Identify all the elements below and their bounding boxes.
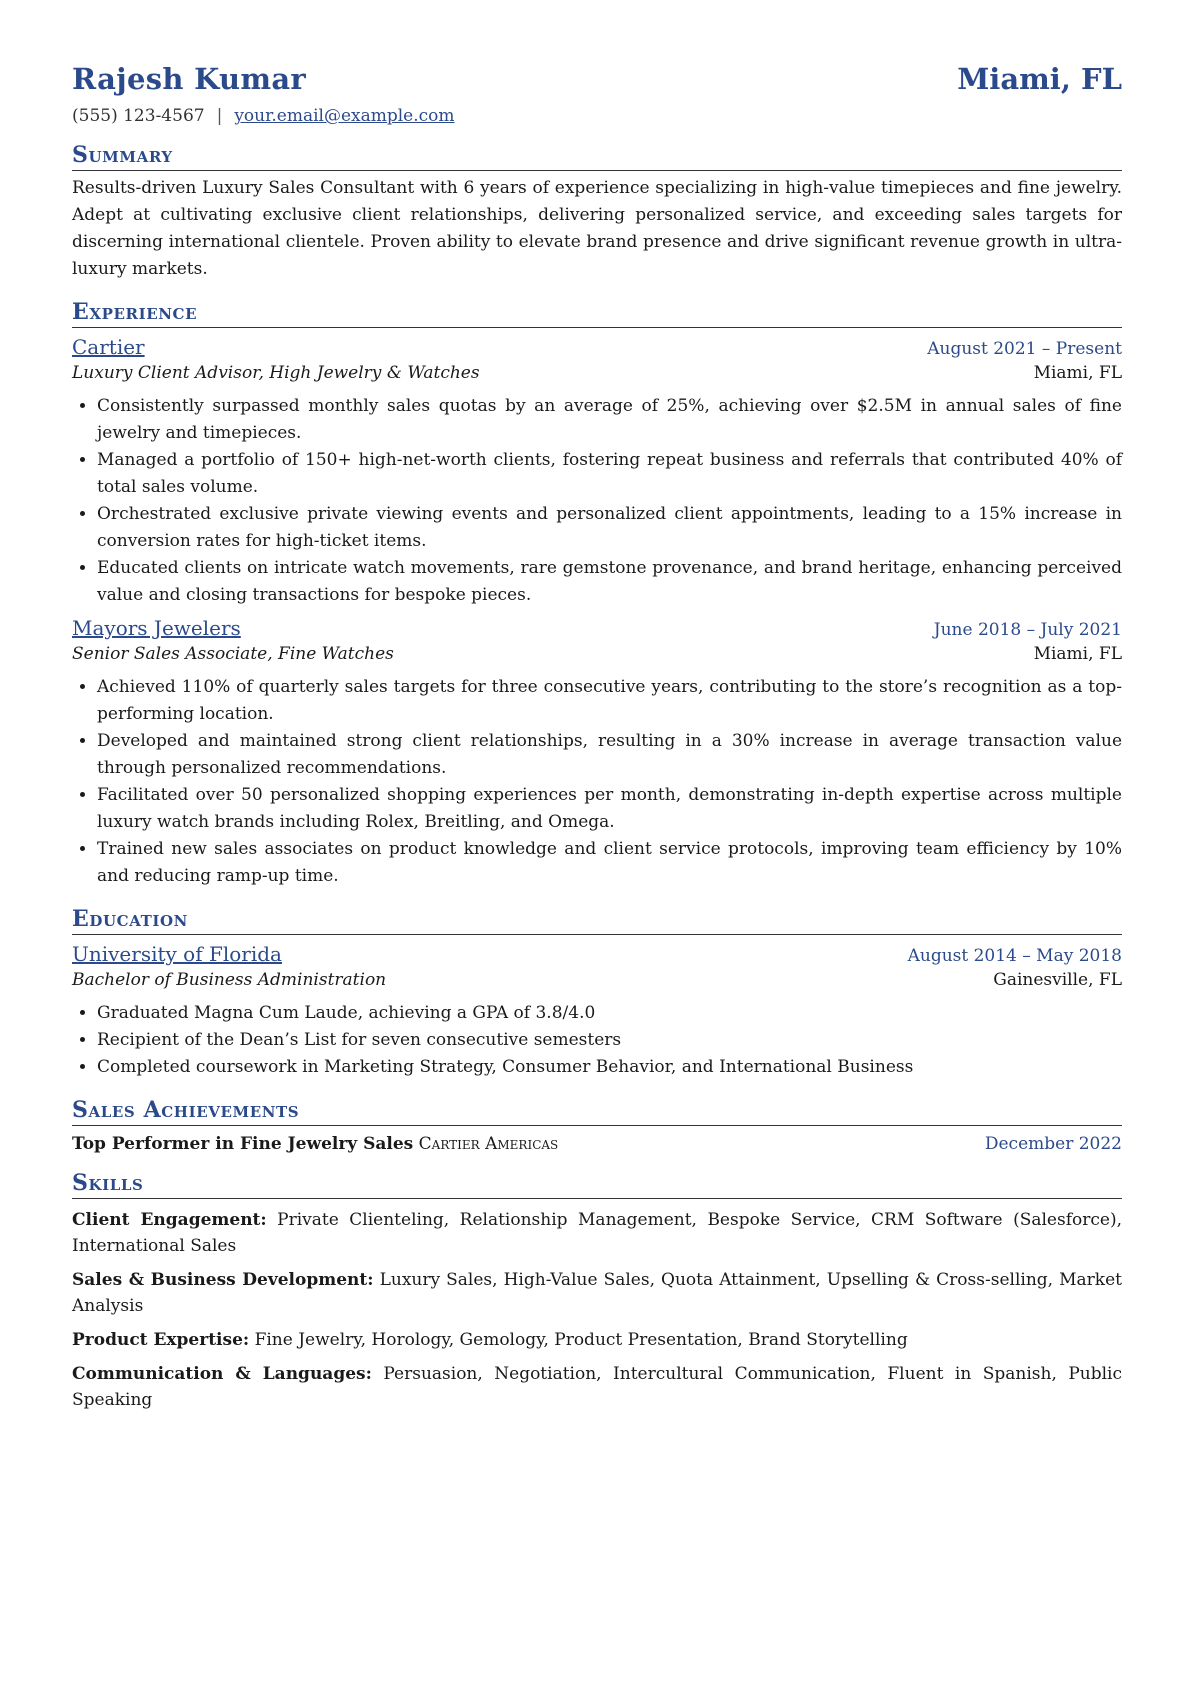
award-org: Cartier Americas [418, 1134, 559, 1154]
job-location: Miami, FL [1033, 644, 1122, 664]
skill-value: Private Clienteling, Relationship Management, Bespoke Service, CRM Software (Salesforce), International Sales [72, 1210, 1122, 1256]
list-item: • Graduated Magna Cum Laude, achieving a GPA of 3.8/4.0 [97, 1000, 1122, 1027]
list-item: • Educated clients on intricate watch movements, rare gemstone provenance, and brand heritage, enhancing perceived value and closing transactions for bespoke pieces. [97, 555, 1122, 609]
job-title: Luxury Client Advisor, High Jewelry & Watches [72, 363, 480, 383]
summary-heading: Summary [72, 142, 1122, 171]
resume-page [72, 62, 1122, 1413]
education-heading: Education [72, 906, 1122, 935]
list-item: • Trained new sales associates on product knowledge and client service protocols, improving team efficiency by 10% and reducing ramp-up time. [97, 836, 1122, 890]
skill-label: Product Expertise: [72, 1330, 250, 1350]
contact-line [72, 106, 1122, 126]
candidate-name: Rajesh Kumar [72, 62, 307, 96]
skill-line [72, 1207, 1122, 1259]
job-location: Miami, FL [1033, 363, 1122, 383]
skill-value: Persuasion, Negotiation, Intercultural Communication, Fluent in Spanish, Public Speaking [72, 1364, 1123, 1410]
contact-separator: | [216, 106, 223, 126]
education-location: Gainesville, FL [993, 970, 1122, 990]
company-name[interactable]: Mayors Jewelers [72, 616, 241, 640]
school-name[interactable]: University of Florida [72, 942, 282, 966]
award-date: December 2022 [984, 1134, 1122, 1154]
skill-line [72, 1361, 1122, 1413]
job-title: Senior Sales Associate, Fine Watches [72, 644, 394, 664]
job-dates: August 2021 – Present [927, 339, 1122, 359]
summary-text: Results-driven Luxury Sales Consultant with 6 years of experience specializing in high-value timepieces and fine jewelry. Adept at cultivating exclusive client relationships, delivering personalized service, and exceeding sales targets for discerning international clientele. Proven ability to elevate brand presence and drive significant revenue growth in ultra-luxury markets. [72, 178, 1122, 279]
list-item: • Recipient of the Dean’s List for seven consecutive semesters [97, 1027, 1122, 1054]
skill-label: Communication & Languages: [72, 1364, 372, 1384]
job-bullets [72, 393, 1122, 609]
list-item: • Developed and maintained strong client relationships, resulting in a 30% increase in average transaction value through personalized recommendations. [97, 728, 1122, 782]
skill-line [72, 1267, 1122, 1319]
list-item: • Completed coursework in Marketing Strategy, Consumer Behavior, and International Business [97, 1054, 1122, 1081]
skill-label: Client Engagement: [72, 1210, 267, 1230]
candidate-location: Miami, FL [957, 62, 1122, 96]
phone-number: (555) 123-4567 [72, 106, 205, 126]
job-dates: June 2018 – July 2021 [933, 620, 1122, 640]
company-name[interactable]: Cartier [72, 335, 145, 359]
list-item: • Consistently surpassed monthly sales quotas by an average of 25%, achieving over $2.5M in annual sales of fine jewelry and timepieces. [97, 393, 1122, 447]
job-entry-cartier [72, 335, 1122, 609]
list-item: • Facilitated over 50 personalized shopping experiences per month, demonstrating in-depth expertise across multiple luxury watch brands including Rolex, Breitling, and Omega. [97, 782, 1122, 836]
education-dates: August 2014 – May 2018 [907, 946, 1122, 966]
job-bullets [72, 674, 1122, 890]
list-item: • Orchestrated exclusive private viewing events and personalized client appointments, leading to a 15% increase in conversion rates for high-ticket items. [97, 501, 1122, 555]
skill-value: Fine Jewelry, Horology, Gemology, Product Presentation, Brand Storytelling [254, 1330, 908, 1350]
email-link[interactable]: your.email@example.com [234, 106, 455, 126]
list-item: • Managed a portfolio of 150+ high-net-worth clients, fostering repeat business and referrals that contributed 40% of total sales volume. [97, 447, 1122, 501]
skill-label: Sales & Business Development: [72, 1270, 374, 1290]
degree: Bachelor of Business Administration [72, 970, 387, 990]
experience-heading: Experience [72, 299, 1122, 328]
achievements-heading: Sales Achievements [72, 1097, 1122, 1126]
header-row [72, 62, 1122, 96]
list-item: • Achieved 110% of quarterly sales targets for three consecutive years, contributing to the store’s recognition as a top-performing location. [97, 674, 1122, 728]
skill-line [72, 1327, 1122, 1353]
education-bullets [72, 1000, 1122, 1081]
education-entry [72, 942, 1122, 1081]
skills-heading: Skills [72, 1170, 1122, 1199]
achievement-row [72, 1134, 1122, 1154]
award-name: Top Performer in Fine Jewelry Sales [72, 1134, 414, 1154]
job-entry-mayors [72, 616, 1122, 890]
skill-value: Luxury Sales, High-Value Sales, Quota Attainment, Upselling & Cross-selling, Market Analysis [72, 1270, 1122, 1316]
